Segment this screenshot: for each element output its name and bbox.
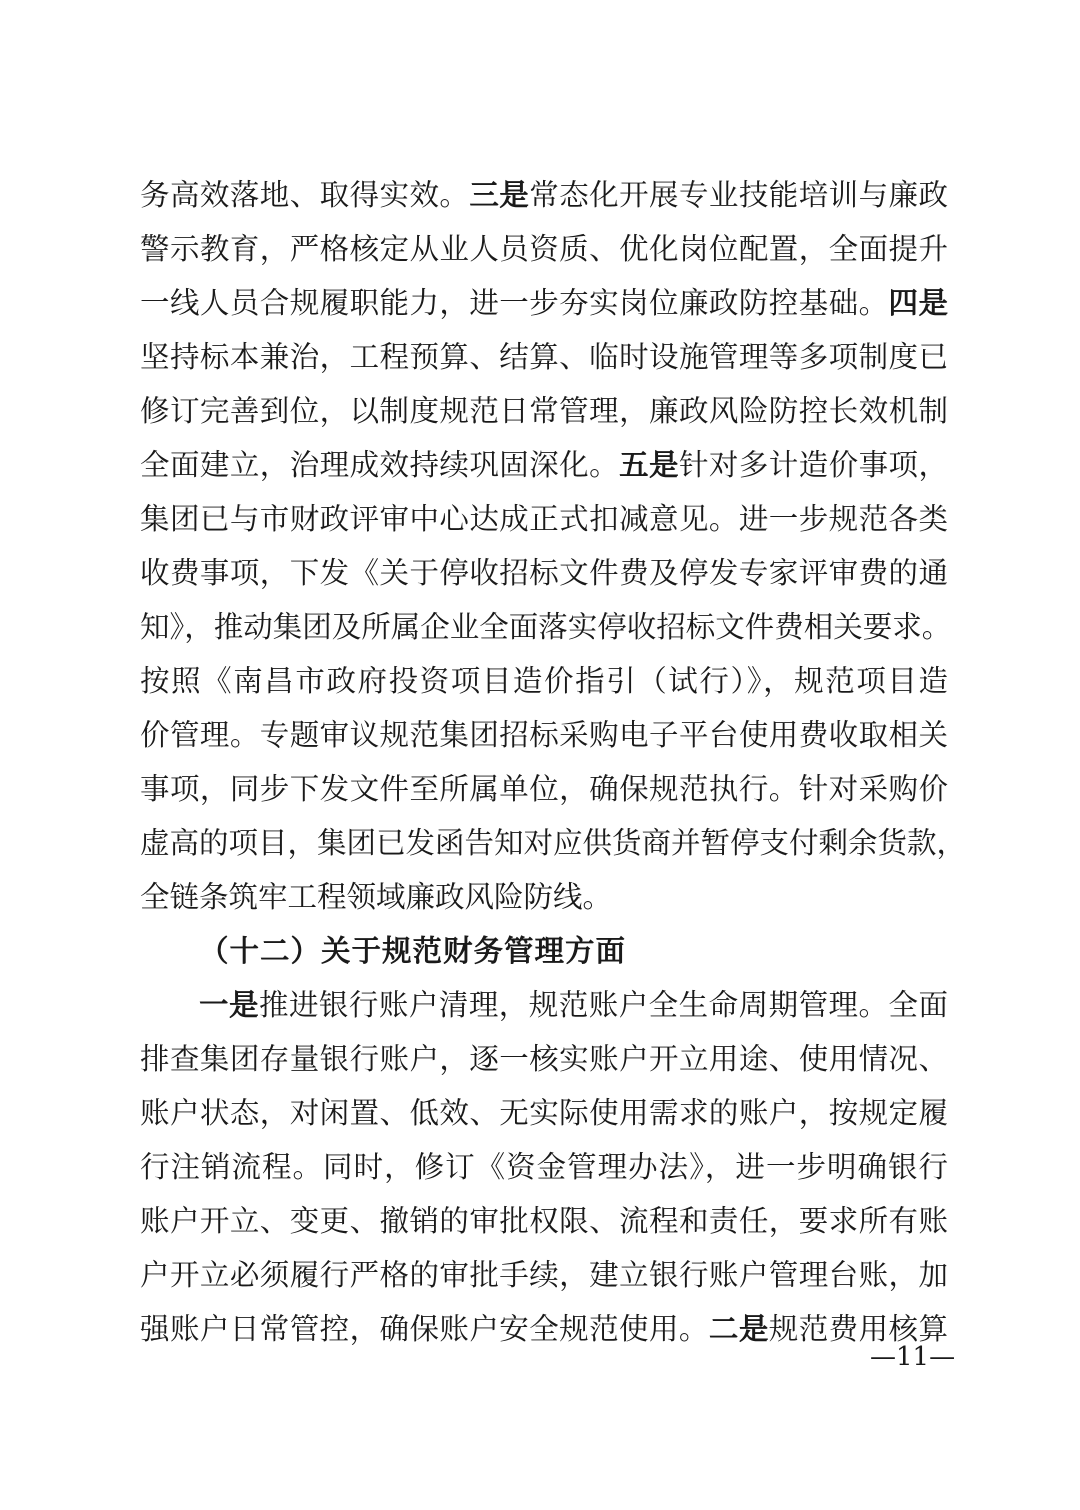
text-line: 集团已与市财政评审中心达成正式扣减意见。进一步规范各类 xyxy=(140,502,948,536)
text-line: 账户状态，对闲置、低效、无实际使用需求的账户，按规定履 xyxy=(140,1096,948,1130)
text-line: 收费事项，下发《关于停收招标文件费及停发专家评审费的通 xyxy=(140,556,948,590)
text-line: 事项，同步下发文件至所属单位，确保规范执行。针对采购价 xyxy=(140,772,948,806)
text-line: 账户开立、变更、撤销的审批权限、流程和责任，要求所有账 xyxy=(140,1204,948,1238)
text-line: 虚高的项目，集团已发函告知对应供货商并暂停支付剩余货款， xyxy=(140,826,967,860)
text-line: 坚持标本兼治，工程预算、结算、临时设施管理等多项制度已 xyxy=(140,340,948,374)
text-line: 务高效落地、取得实效。三是常态化开展专业技能培训与廉政 xyxy=(140,178,948,212)
section-heading: （十二）关于规范财务管理方面 xyxy=(199,934,627,968)
document-body xyxy=(140,168,967,1356)
text-line: 排查集团存量银行账户，逐一核实账户开立用途、使用情况、 xyxy=(140,1042,948,1076)
text-line: 户开立必须履行严格的审批手续，建立银行账户管理台账，加 xyxy=(140,1258,948,1292)
text-line: 一线人员合规履职能力，进一步夯实岗位廉政防控基础。四是 xyxy=(140,286,948,320)
text-line: 全链条筑牢工程领域廉政风险防线。 xyxy=(140,880,613,914)
text-line: 修订完善到位，以制度规范日常管理，廉政风险防控长效机制 xyxy=(140,394,948,428)
text-line: 价管理。专题审议规范集团招标采购电子平台使用费收取相关 xyxy=(140,718,948,752)
text-line: 知》，推动集团及所属企业全面落实停收招标文件费相关要求。 xyxy=(140,610,952,644)
text-line: 按照《南昌市政府投资项目造价指引（试行）》，规范项目造 xyxy=(140,664,948,698)
text-line: 一是推进银行账户清理，规范账户全生命周期管理。全面 xyxy=(199,988,948,1022)
page-number: —11— xyxy=(870,1342,956,1372)
text-line: 强账户日常管控，确保账户安全规范使用。二是规范费用核算 xyxy=(140,1312,948,1346)
text-line: 警示教育，严格核定从业人员资质、优化岗位配置，全面提升 xyxy=(140,232,948,266)
text-line: 全面建立，治理成效持续巩固深化。五是针对多计造价事项， xyxy=(140,448,948,482)
text-line: 行注销流程。同时，修订《资金管理办法》，进一步明确银行 xyxy=(140,1150,948,1184)
